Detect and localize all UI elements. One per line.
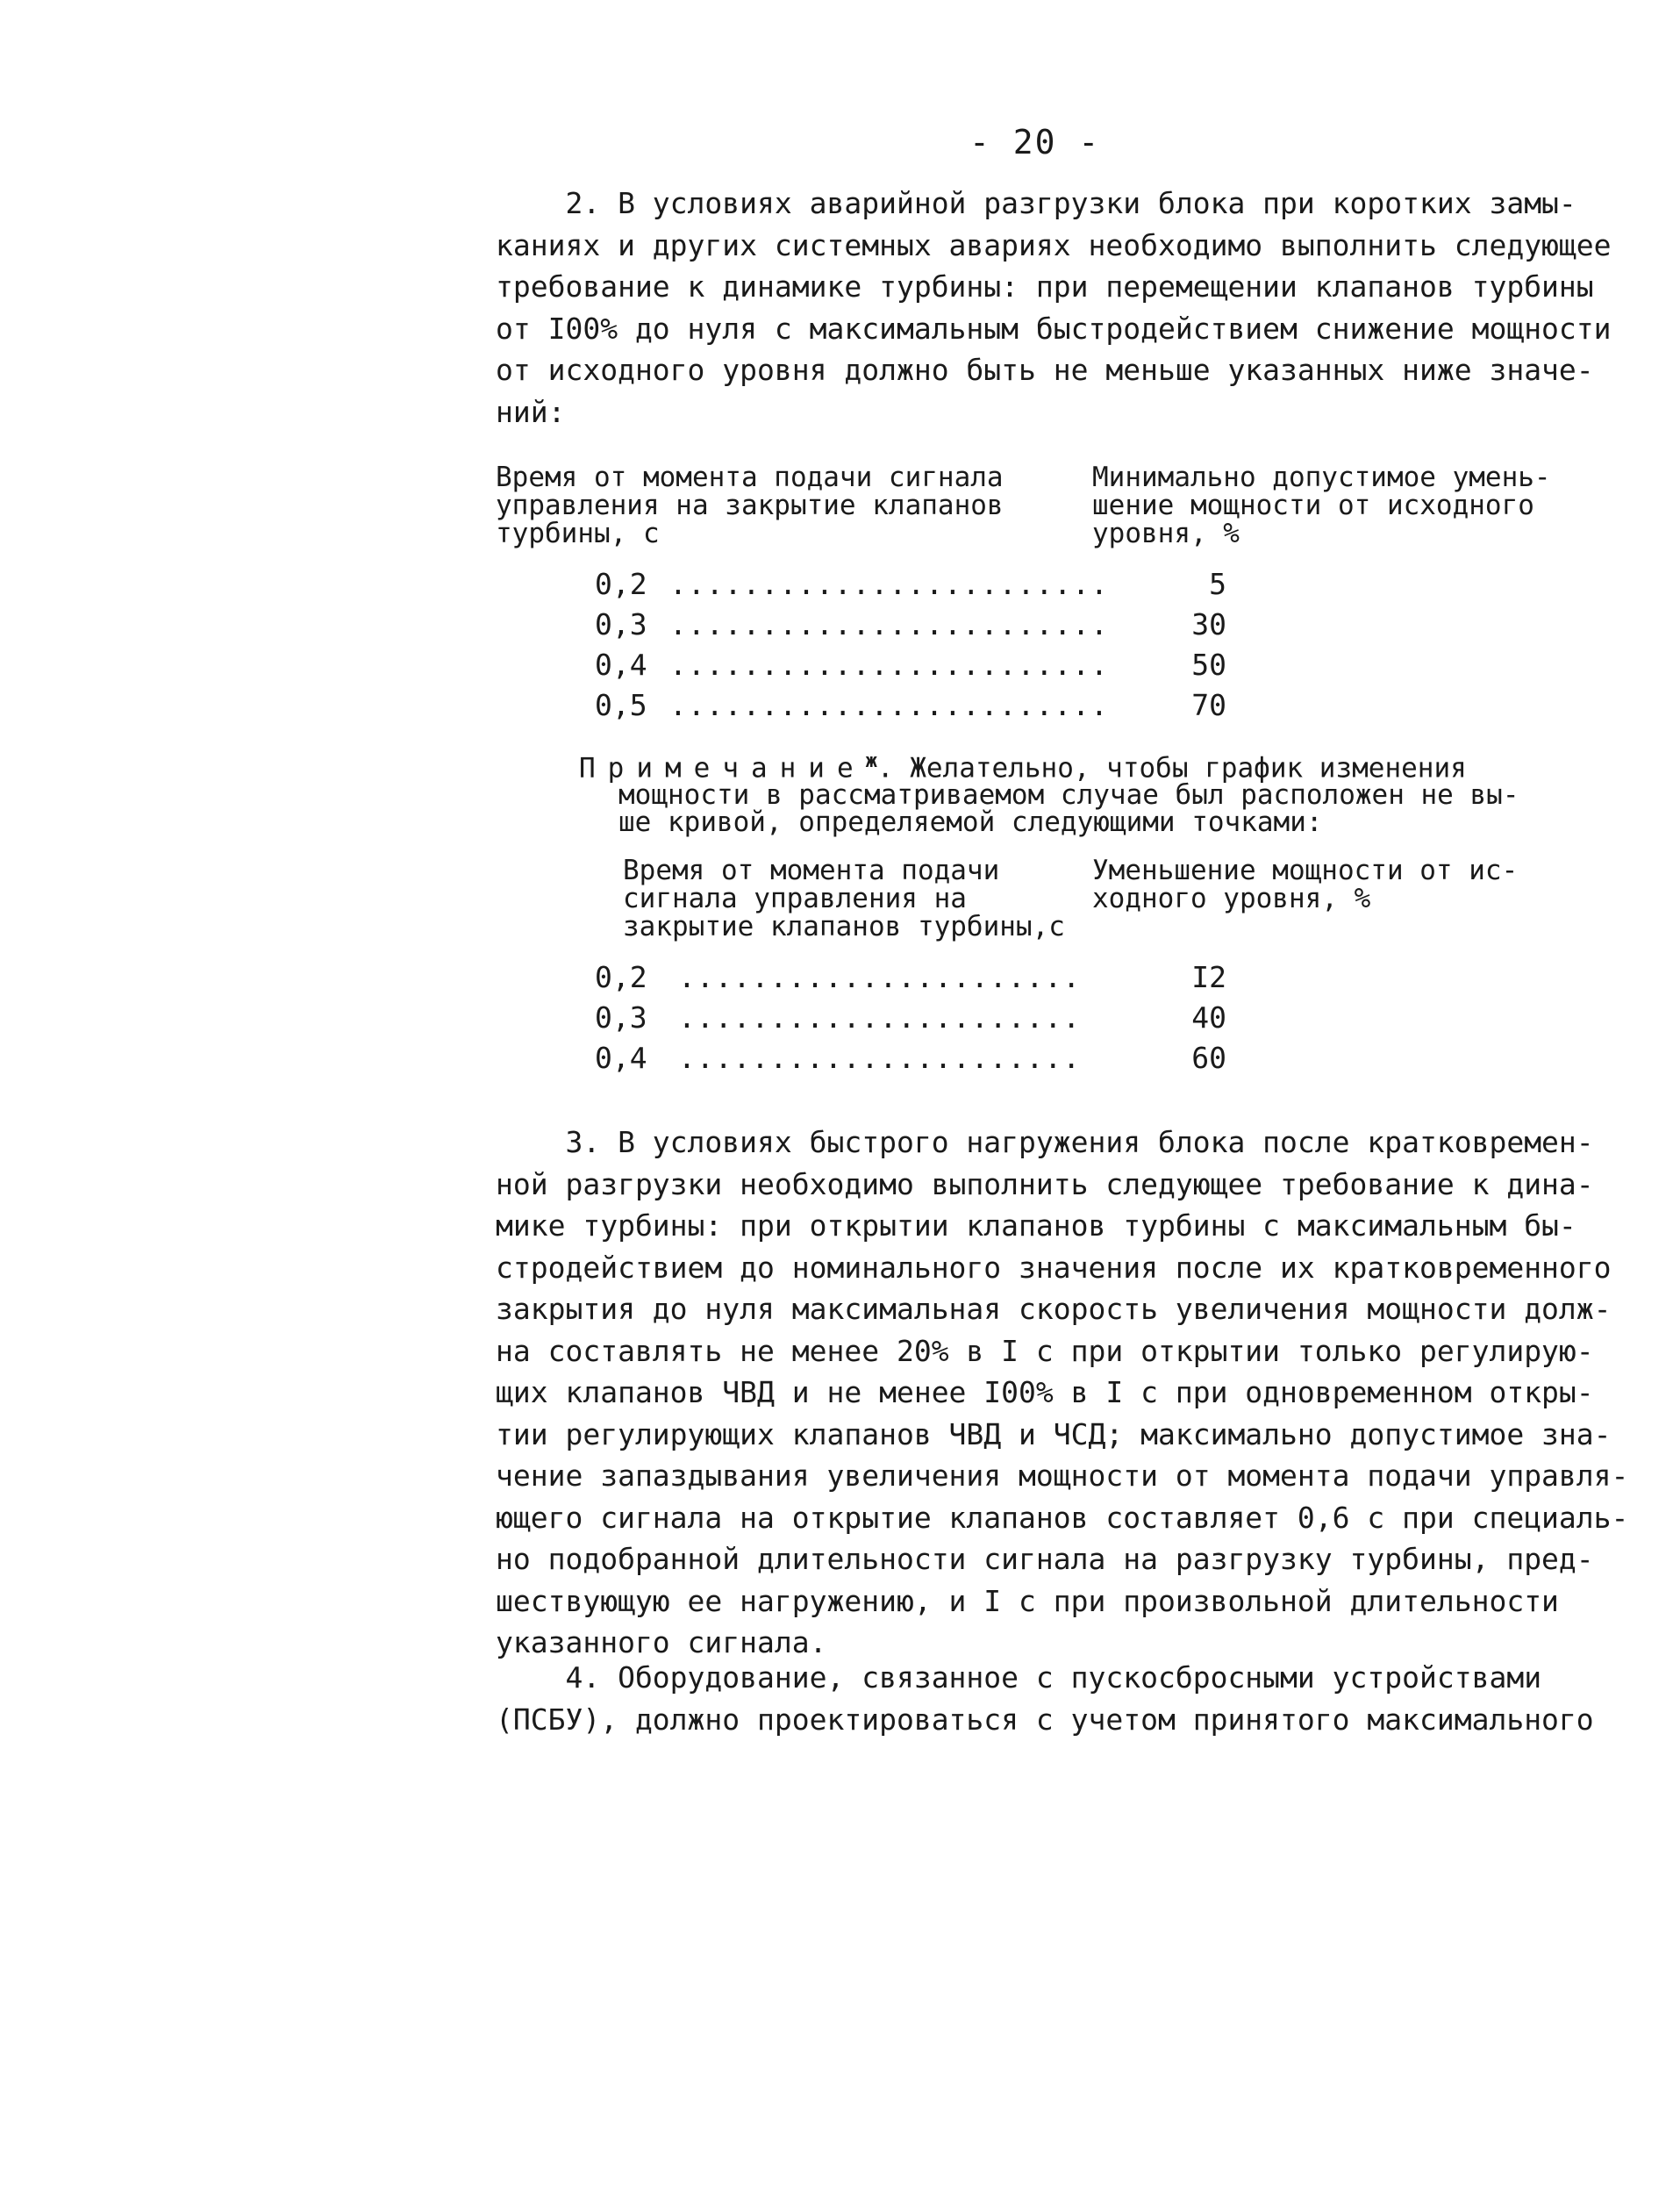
section-3-paragraph	[496, 1121, 1629, 1664]
time-cell: 0,5	[595, 688, 647, 722]
text-line: 3. В условиях быстрого нагружения блока после кратковремен-	[496, 1125, 1594, 1159]
time-cell: 0,4	[595, 1041, 647, 1075]
section-4-paragraph	[496, 1657, 1594, 1740]
text-line: на составлять не менее 20% в I с при открытии только регулирую-	[496, 1333, 1594, 1368]
header-line: управления на закрытие клапанов	[496, 490, 1004, 521]
value-cell: 5	[1209, 567, 1226, 601]
note-line-2: мощности в рассматриваемом случае был расположен не вы-	[618, 779, 1519, 812]
text-line: ний:	[496, 394, 566, 429]
leader-dots: ........................	[669, 648, 1109, 682]
value-cell: 30	[1191, 607, 1226, 641]
text-line: щих клапанов ЧВД и не менее I00% в I с при одновременном откры-	[496, 1375, 1594, 1409]
note-block	[579, 748, 1570, 839]
value-cell: 50	[1191, 648, 1226, 682]
text-line: шествующую ее нагружению, и I с при произвольной длительности	[496, 1583, 1559, 1618]
text-line: ной разгрузки необходимо выполнить следующее требование к дина-	[496, 1166, 1594, 1201]
page-number: - 20 -	[969, 123, 1101, 161]
text-line: от исходного уровня должно быть не меньше указанных ниже значе-	[496, 353, 1594, 387]
time-cell: 0,3	[595, 1000, 647, 1035]
time-cell: 0,4	[595, 648, 647, 682]
header-line: шение мощности от исходного	[1092, 490, 1534, 521]
header-line: ходного уровня, %	[1092, 883, 1371, 914]
table1-row	[595, 567, 1384, 607]
table2-header-right	[1092, 856, 1518, 913]
header-line: Минимально допустимое умень-	[1092, 462, 1551, 493]
text-line: но подобранной длительности сигнала на разгрузку турбины, пред-	[496, 1542, 1594, 1576]
leader-dots: ......................	[678, 960, 1082, 994]
header-line: Уменьшение мощности от ис-	[1092, 855, 1519, 886]
note-first-line	[579, 748, 1570, 785]
table1-row	[595, 648, 1384, 688]
leader-dots: ........................	[669, 607, 1109, 641]
text-line: требование к динамике турбины: при перемещении клапанов турбины	[496, 269, 1594, 304]
text-line: мике турбины: при открытии клапанов турбины с максимальным бы-	[496, 1208, 1576, 1243]
text-line: стродействием до номинального значения после их кратковременного	[496, 1250, 1612, 1285]
table1-row	[595, 688, 1384, 728]
header-line: турбины, с	[496, 518, 660, 549]
table2-row	[595, 960, 1384, 1000]
text-line: указанного сигнала.	[496, 1625, 827, 1659]
table2-header-left	[623, 856, 1065, 941]
note-marker: ж	[865, 750, 877, 772]
text-line: (ПСБУ), должно проектироваться с учетом принятого максимального	[496, 1702, 1594, 1737]
text-line: от I00% до нуля с максимальным быстродействием снижение мощности	[496, 311, 1612, 346]
leader-dots: ........................	[669, 567, 1109, 601]
time-cell: 0,2	[595, 567, 647, 601]
table2-row	[595, 1000, 1384, 1041]
text-line: каниях и других системных авариях необходимо выполнить следующее	[496, 227, 1612, 262]
header-line: Время от момента подачи сигнала	[496, 462, 1004, 493]
value-cell: 70	[1191, 688, 1226, 722]
table1-header-left	[496, 463, 1004, 548]
text-line: 4. Оборудование, связанное с пускосбросными устройствами	[496, 1660, 1542, 1695]
table1-header-right	[1092, 463, 1551, 548]
note-line-1: . Желательно, чтобы график изменения	[876, 752, 1467, 785]
note-label: Примечание	[579, 752, 866, 785]
text-line: закрытия до нуля максимальная скорость увеличения мощности долж-	[496, 1292, 1612, 1326]
text-line: 2. В условиях аварийной разгрузки блока при коротких замы-	[496, 186, 1576, 220]
header-line: сигнала управления на	[623, 883, 967, 914]
value-cell: I2	[1191, 960, 1226, 994]
value-cell: 40	[1191, 1000, 1226, 1035]
value-cell: 60	[1191, 1041, 1226, 1075]
time-cell: 0,2	[595, 960, 647, 994]
text-line: чение запаздывания увеличения мощности от момента подачи управля-	[496, 1458, 1629, 1493]
section-2-paragraph	[496, 183, 1612, 433]
text-line: тии регулирующих клапанов ЧВД и ЧСД; максимально допустимое зна-	[496, 1416, 1612, 1451]
time-cell: 0,3	[595, 607, 647, 641]
note-line-3: ше кривой, определяемой следующими точками:	[618, 806, 1323, 839]
text-line: ющего сигнала на открытие клапанов составляет 0,6 с при специаль-	[496, 1500, 1629, 1535]
table2-row	[595, 1041, 1384, 1081]
header-line: уровня, %	[1092, 518, 1240, 549]
leader-dots: ........................	[669, 688, 1109, 722]
leader-dots: ......................	[678, 1000, 1082, 1035]
table1-row	[595, 607, 1384, 648]
header-line: закрытие клапанов турбины,с	[623, 911, 1065, 942]
leader-dots: ......................	[678, 1041, 1082, 1075]
header-line: Время от момента подачи	[623, 855, 1000, 886]
